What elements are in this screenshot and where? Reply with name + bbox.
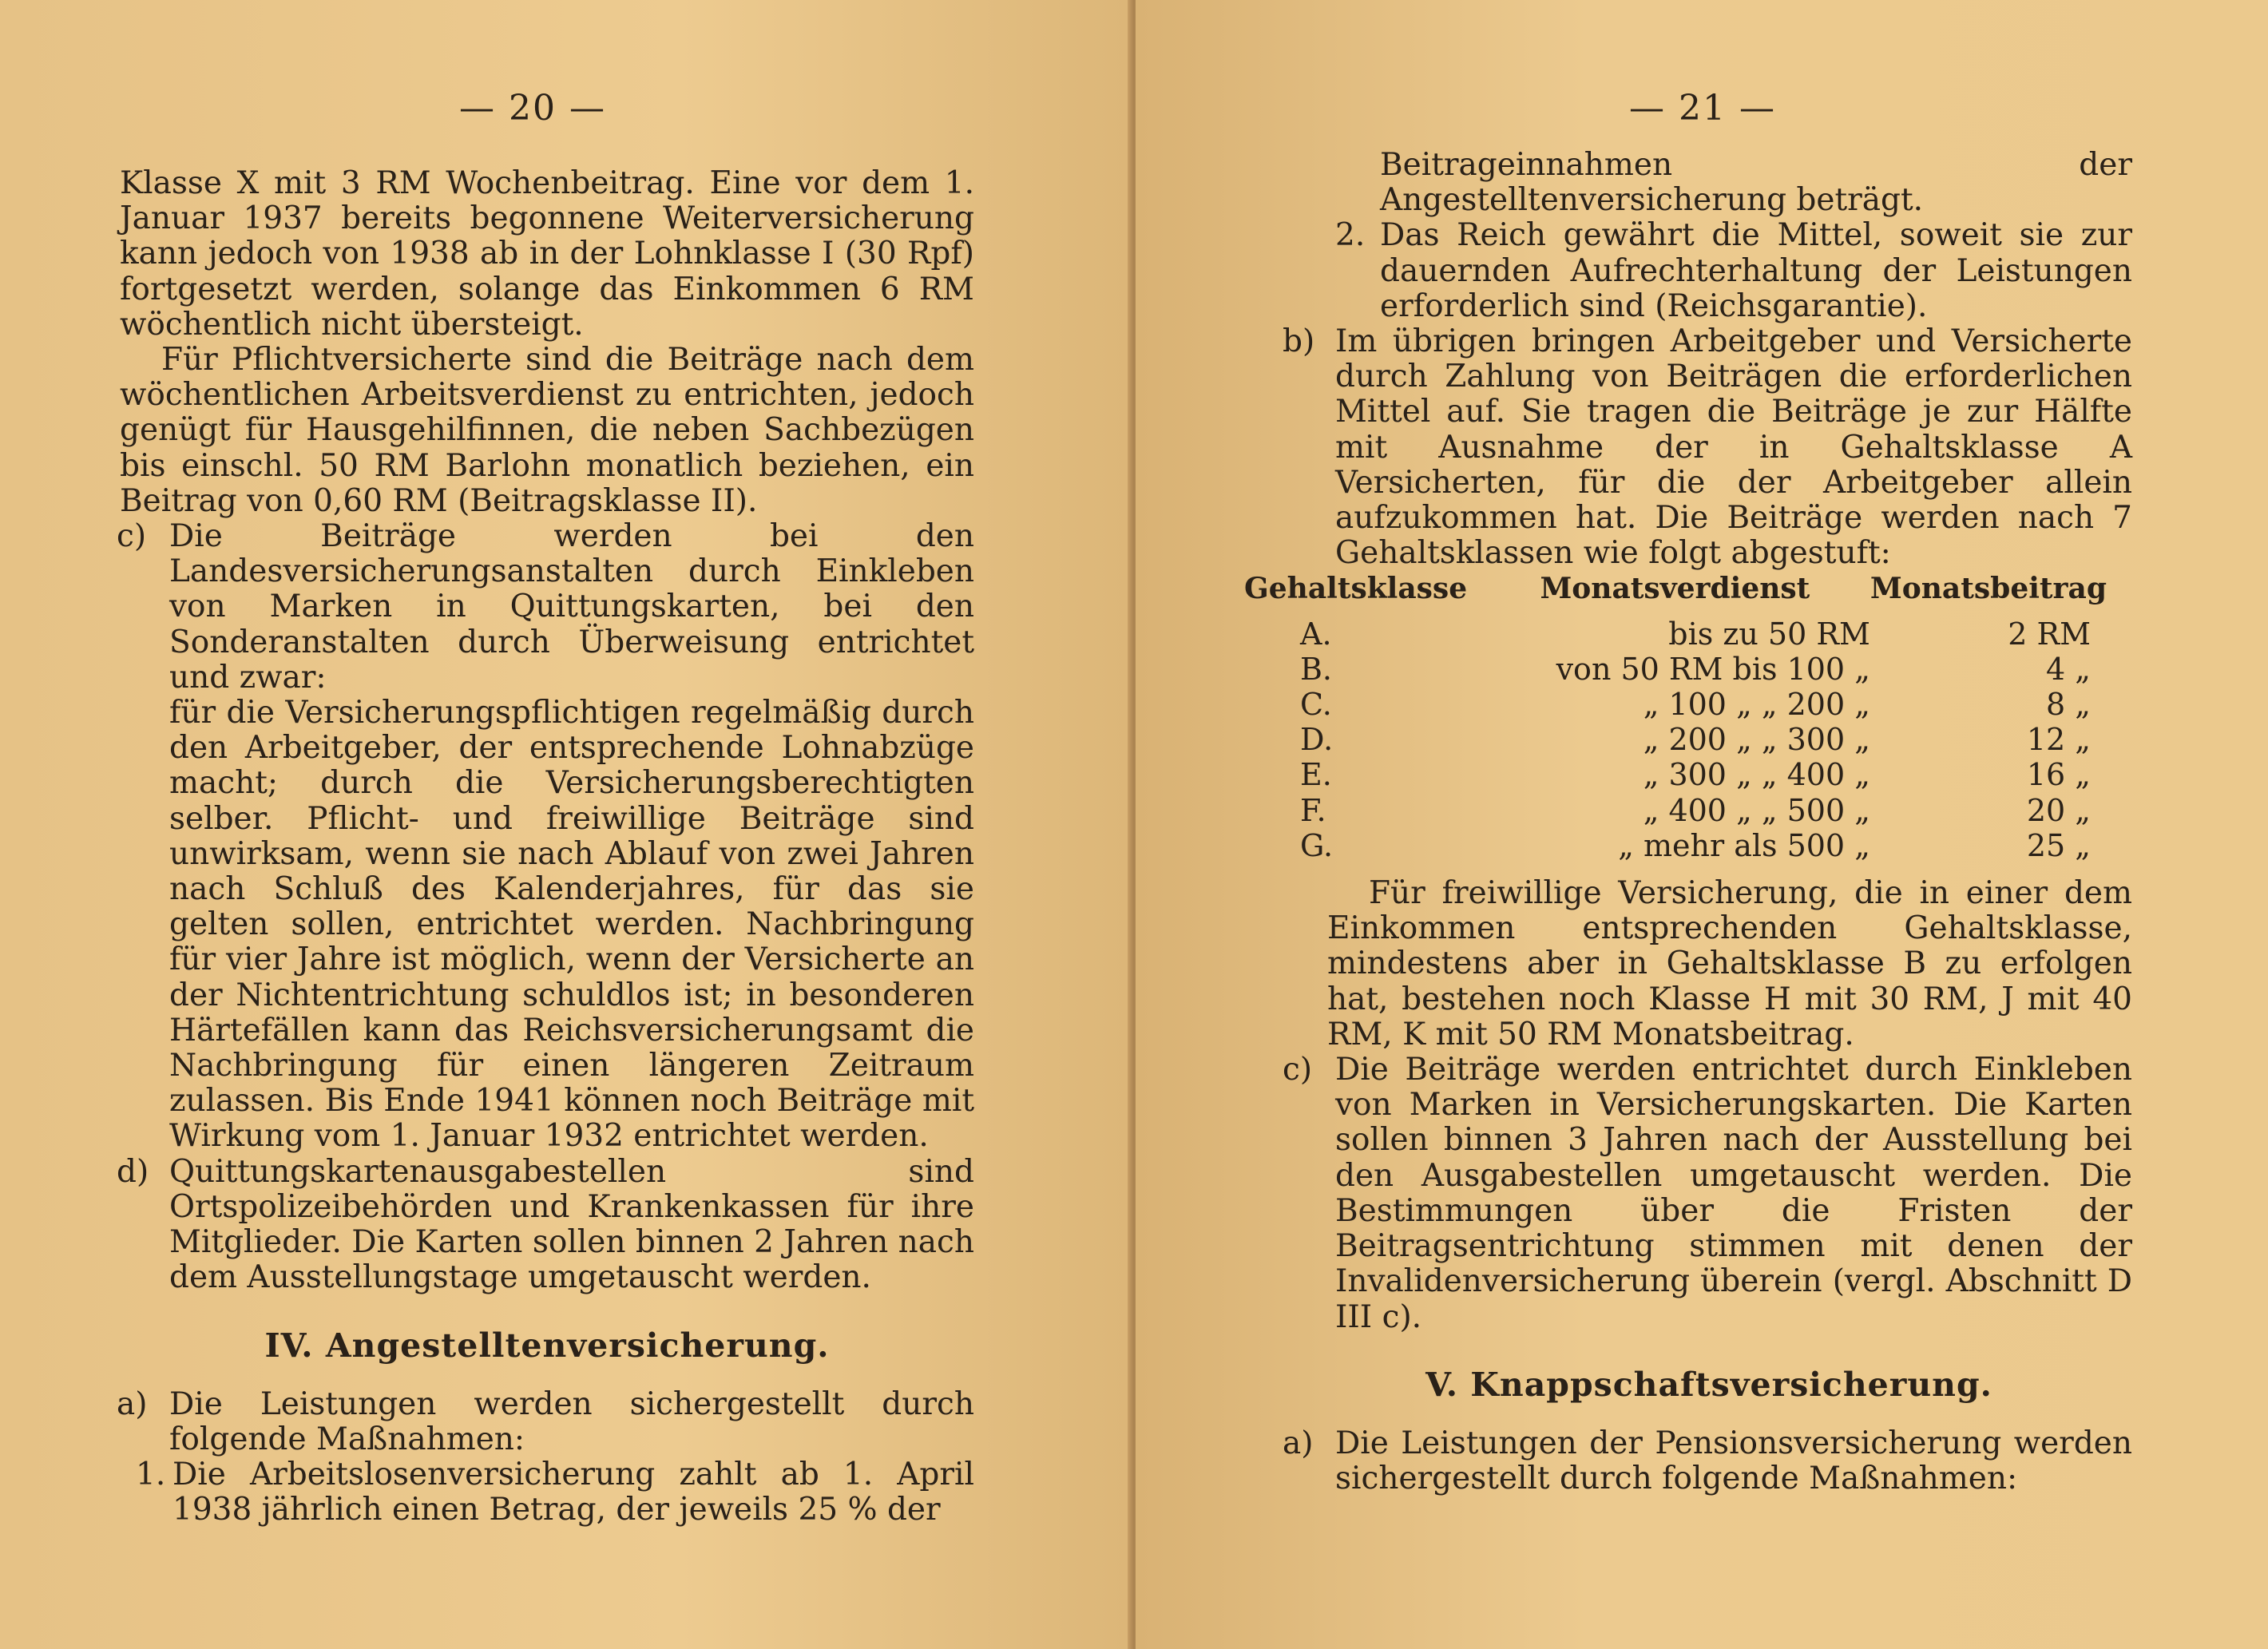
numbered-item-2 (1286, 218, 2132, 324)
table-cell: E. (1300, 757, 1332, 793)
table-cell: „ 300 „ „ 400 „ (1643, 757, 1870, 793)
table-cell: 16 „ (2026, 757, 2091, 793)
table-cell: A. (1300, 616, 1332, 652)
item-text: für die Versicherungspflichtigen regelmäßig durch den Arbeitgeber, der entsprechende Lohnabzüge macht; durch die Versicherungsberechtigten selber. Pflicht- und freiwillige Beiträge sind unwirksam, wenn sie nach Ablauf von zwei Jahren nach Schluß des Kalenderjahres, für das sie gelten sollen, entrichtet werden. Nachbringung für vier Jahre ist möglich, wenn der Versicherte an der Nichtentrichtung schuldlos ist; in besonderen Härtefällen kann das Reichsversicherungsamt die Nachbringung für einen längeren Zeitraum zulassen. Bis Ende 1941 können noch Beiträge mit Wirkung vom 1. Januar 1932 entrichtet werden. (169, 695, 974, 1155)
item-label: a) (1283, 1425, 1314, 1461)
item-text: Das Reich gewährt die Mittel, soweit sie zur dauernden Aufrechterhaltung der Leistungen erforderlich sind (Reichsgarantie). (1380, 217, 2132, 324)
list-item-d (117, 1153, 974, 1296)
table-row (1244, 793, 2107, 828)
table-row (1244, 652, 2107, 687)
item-text: Die Beiträge werden bei den Landesversicherungsanstalten durch Einkleben von Marken in Quittungskarten, bei den Sonderanstalten durch Überweisung entrichtet und zwar: (169, 518, 974, 696)
page-number: — 21 — (1629, 88, 1776, 129)
item-label: 1. (136, 1457, 166, 1493)
table-row (1244, 616, 2107, 652)
column-header: Monatsverdienst (1540, 572, 1810, 606)
left-page-body (117, 165, 974, 1528)
section-heading: IV. Angestelltenversicherung. (264, 1326, 830, 1365)
table-cell: D. (1300, 722, 1334, 758)
item-label: d) (117, 1153, 149, 1190)
paragraph: Für freiwillige Versicherung, die in einer dem Einkommen entsprechenden Gehaltsklasse, mindestens aber in Gehaltsklasse B zu erfolgen hat, bestehen noch Klasse H mit 30 RM, J mit 40 RM, K mit 50 RM Monatsbeitrag. (1327, 875, 2132, 1052)
table-cell: 2 RM (2008, 616, 2091, 652)
right-page-body (1244, 147, 2132, 1497)
table-row (1244, 828, 2107, 863)
table-cell: 20 „ (2026, 792, 2091, 828)
continued-item (1286, 148, 2132, 218)
item-text: Die Leistungen der Pensionsversicherung werden sichergestellt durch folgende Maßnahmen: (1335, 1425, 2132, 1497)
table-cell: von 50 RM bis 100 „ (1556, 651, 1870, 687)
table-row (1244, 722, 2107, 757)
page-number: — 20 — (459, 88, 606, 129)
item-text: Die Arbeitslosenversicherung zahlt ab 1. April 1938 jährlich einen Betrag, der jeweils 25 % der (172, 1457, 974, 1528)
list-item-a (117, 1385, 974, 1457)
table-cell: C. (1300, 687, 1332, 723)
numbered-item-1 (120, 1457, 974, 1528)
list-item-b (1283, 323, 2132, 572)
item-text: Beitrageinnahmen der Angestelltenversicherung beträgt. (1380, 147, 2132, 219)
paragraph: Klasse X mit 3 RM Wochenbeitrag. Eine vor dem 1. Januar 1937 bereits begonnene Weiterversicherung kann jedoch von 1938 ab in der Lohnklasse I (30 Rpf) fortgesetzt werden, solange das Einkommen 6 RM wöchentlich nicht übersteigt. (120, 165, 974, 343)
item-text: Quittungskartenausgabestellen sind Ortspolizeibehörden und Krankenkassen für ihre Mitglieder. Die Karten sollen binnen 2 Jahren nach dem Ausstellungstage umgetauscht werden. (169, 1153, 974, 1296)
section-heading: V. Knappschaftsversicherung. (1425, 1365, 1992, 1404)
item-text: Im übrigen bringen Arbeitgeber und Versicherte durch Zahlung von Beiträgen die erforderlichen Mittel auf. Sie tragen die Beiträge je zur Hälfte mit Ausnahme der in Gehaltsklasse A Versicherten, für die der Arbeitgeber allein aufzukommen hat. Die Beiträge werden nach 7 Gehaltsklassen wie folgt abgestuft: (1335, 323, 2132, 572)
list-item-c (117, 518, 974, 1155)
item-label: 2. (1335, 217, 1366, 254)
table-row (1244, 757, 2107, 792)
table-cell: F. (1300, 792, 1326, 828)
list-item-c (1283, 1052, 2132, 1335)
column-header: Gehaltsklasse (1244, 572, 1468, 606)
table-row (1244, 687, 2107, 722)
list-item-a (1283, 1425, 2132, 1497)
item-label: a) (117, 1385, 148, 1422)
table-cell: „ 400 „ „ 500 „ (1643, 792, 1870, 828)
table-cell: B. (1300, 651, 1333, 687)
left-page (0, 0, 1132, 1649)
paragraph: Für Pflichtversicherte sind die Beiträge nach dem wöchentlichen Arbeitsverdienst zu entrichten, jedoch genügt für Hausgehilfinnen, die neben Sachbezügen bis einschl. 50 RM Barlohn monatlich beziehen, ein Beitrag von 0,60 RM (Beitragsklasse II). (120, 342, 974, 519)
table-cell: G. (1300, 827, 1334, 863)
table-cell: 25 „ (2026, 827, 2091, 863)
salary-class-table (1244, 571, 2107, 863)
item-text: Die Beiträge werden entrichtet durch Einkleben von Marken in Versicherungskarten. Die Karten sollen binnen 3 Jahren nach der Ausstellung bei den Ausgabestellen umgetauscht werden. Die Bestimmungen über die Fristen der Beitragsentrichtung stimmen mit denen der Invalidenversicherung überein (vergl. Abschnitt D III c). (1335, 1052, 2132, 1335)
item-label: b) (1283, 323, 1315, 360)
table-cell: 4 „ (2046, 651, 2091, 687)
table-cell: „ 200 „ „ 300 „ (1643, 722, 1870, 758)
table-cell: „ 100 „ „ 200 „ (1643, 687, 1870, 723)
table-cell: 8 „ (2046, 687, 2091, 723)
column-header: Monatsbeitrag (1870, 572, 2107, 606)
table-cell: „ mehr als 500 „ (1618, 827, 1870, 863)
item-label: c) (1283, 1052, 1313, 1088)
item-text: Die Leistungen werden sichergestellt durch folgende Maßnahmen: (169, 1385, 974, 1457)
table-header-row (1244, 571, 2107, 616)
table-cell: 12 „ (2026, 722, 2091, 758)
item-label: c) (117, 518, 147, 555)
table-cell: bis zu 50 RM (1668, 616, 1870, 652)
